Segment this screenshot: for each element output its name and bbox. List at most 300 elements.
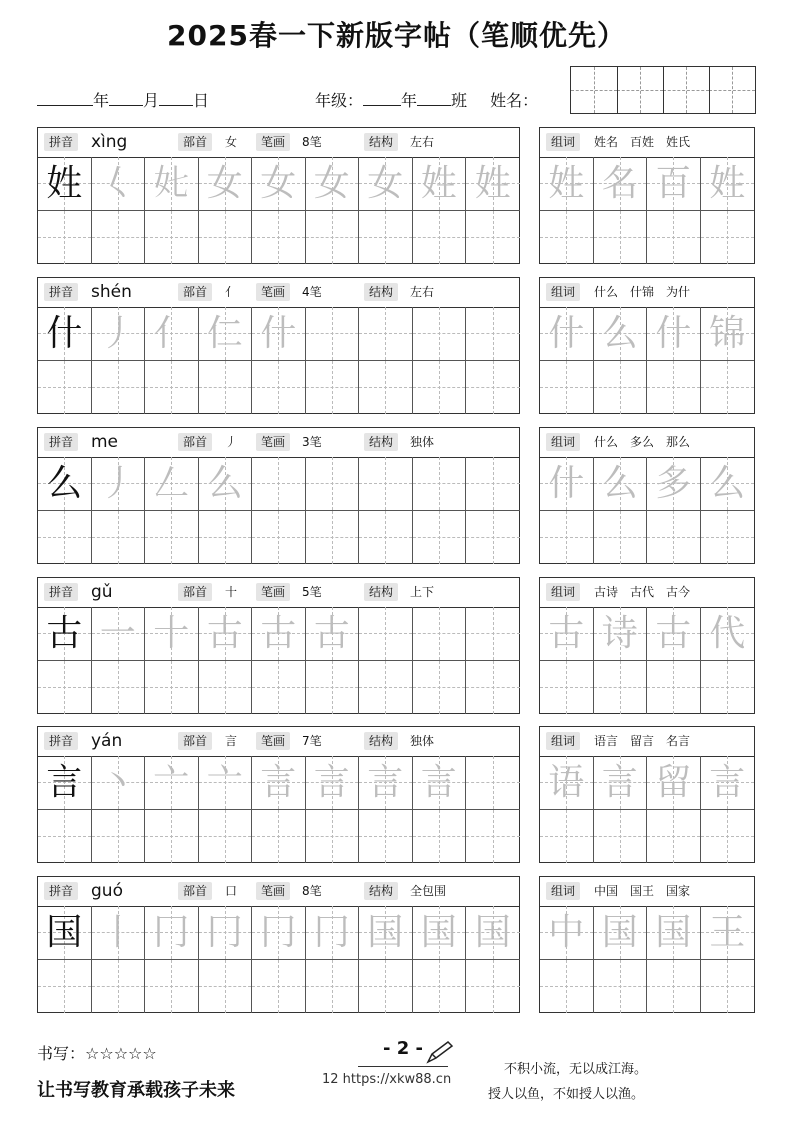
words-header bbox=[540, 428, 754, 458]
grid-cell[interactable] bbox=[306, 511, 360, 565]
trace-word-char: 代 bbox=[709, 613, 746, 654]
structure-value: 左右 bbox=[410, 285, 435, 299]
grid-cell[interactable] bbox=[252, 457, 306, 511]
grid-cell[interactable] bbox=[594, 211, 648, 265]
grid-cell[interactable] bbox=[413, 157, 467, 211]
grid-cell[interactable] bbox=[306, 810, 360, 864]
pinyin-tag: 拼音 bbox=[44, 133, 78, 151]
grid-cell[interactable] bbox=[199, 906, 253, 960]
grid-cell[interactable] bbox=[306, 361, 360, 415]
stroke-step: 十 bbox=[153, 613, 190, 654]
grid-cell[interactable] bbox=[594, 361, 648, 415]
stroke-step: 言 bbox=[367, 762, 404, 803]
grid-cell[interactable] bbox=[647, 661, 701, 715]
grid-cell[interactable] bbox=[647, 211, 701, 265]
character-block bbox=[37, 277, 755, 414]
grid-cell[interactable] bbox=[413, 906, 467, 960]
grid-cell[interactable] bbox=[466, 756, 520, 810]
strokes-tag: 笔画 bbox=[256, 283, 290, 301]
grid-cell[interactable] bbox=[466, 361, 520, 415]
grid-cell[interactable] bbox=[199, 661, 253, 715]
grid-cell[interactable] bbox=[540, 756, 594, 810]
words-value: 姓名 百姓 姓氏 bbox=[594, 135, 691, 149]
stroke-step: 冂 bbox=[153, 912, 190, 953]
grid-cell[interactable] bbox=[252, 307, 306, 361]
words-header bbox=[540, 877, 754, 907]
pinyin-value: gǔ bbox=[91, 582, 113, 602]
stroke-step: 国 bbox=[420, 912, 457, 953]
grid-cell[interactable] bbox=[92, 906, 146, 960]
grid-cell[interactable] bbox=[540, 307, 594, 361]
stroke-step: 冂 bbox=[313, 912, 350, 953]
grid-cell[interactable] bbox=[413, 810, 467, 864]
rating: 书写：☆☆☆☆☆ bbox=[37, 1044, 157, 1063]
grid-cell[interactable] bbox=[145, 457, 199, 511]
stroke-step: 丶 bbox=[99, 762, 136, 803]
stroke-step: 丿 bbox=[99, 313, 136, 354]
grid-cell[interactable] bbox=[145, 756, 199, 810]
grid-cell[interactable] bbox=[540, 906, 594, 960]
grid-cell[interactable] bbox=[540, 960, 594, 1014]
trace-word-char: 语 bbox=[548, 762, 585, 803]
grid-cell[interactable] bbox=[647, 307, 701, 361]
grid-cell[interactable] bbox=[594, 960, 648, 1014]
stroke-step: 女 bbox=[260, 163, 297, 204]
structure-tag: 结构 bbox=[364, 882, 398, 900]
grid-cell[interactable] bbox=[359, 756, 413, 810]
grid-cell[interactable] bbox=[647, 810, 701, 864]
grid-cell[interactable] bbox=[466, 607, 520, 661]
grade-blank[interactable] bbox=[363, 91, 401, 106]
strokes-value: 7笔 bbox=[302, 734, 322, 748]
radical-value: 言 bbox=[225, 734, 238, 748]
grid-cell[interactable] bbox=[145, 157, 199, 211]
grid-cell[interactable] bbox=[413, 661, 467, 715]
stroke-step: 亠 bbox=[206, 762, 243, 803]
grid-cell[interactable] bbox=[252, 960, 306, 1014]
grid-cell[interactable] bbox=[92, 211, 146, 265]
class-label: 班 bbox=[451, 91, 468, 110]
grade-year-label: 年 bbox=[401, 91, 418, 110]
grid-cell[interactable] bbox=[38, 457, 92, 511]
structure-value: 独体 bbox=[410, 435, 435, 449]
character-block bbox=[37, 127, 755, 264]
grid-cell[interactable] bbox=[359, 211, 413, 265]
grid-cell[interactable] bbox=[466, 307, 520, 361]
grid-cell[interactable] bbox=[540, 607, 594, 661]
grade-label: 年级： bbox=[315, 91, 364, 110]
radical-tag: 部首 bbox=[178, 583, 212, 601]
grid-cell[interactable] bbox=[701, 906, 755, 960]
trace-word-char: 什 bbox=[548, 463, 585, 504]
grid-cell[interactable] bbox=[701, 307, 755, 361]
grid-cell[interactable] bbox=[145, 511, 199, 565]
grid-cell[interactable] bbox=[359, 607, 413, 661]
grid-cell[interactable] bbox=[306, 457, 360, 511]
pinyin-tag: 拼音 bbox=[44, 882, 78, 900]
stroke-step: 古 bbox=[206, 613, 243, 654]
grid-cell[interactable] bbox=[92, 756, 146, 810]
grid-cell[interactable] bbox=[38, 661, 92, 715]
radical-value: 口 bbox=[225, 884, 238, 898]
name-label: 姓名： bbox=[490, 91, 539, 110]
words-tag: 组词 bbox=[546, 732, 580, 750]
trace-word-char: 国 bbox=[655, 912, 692, 953]
radical-tag: 部首 bbox=[178, 882, 212, 900]
structure-tag: 结构 bbox=[364, 433, 398, 451]
grid-cell[interactable] bbox=[92, 361, 146, 415]
char-header bbox=[38, 278, 519, 308]
grid-cell[interactable] bbox=[594, 661, 648, 715]
slogan: 让书写教育承载孩子未来 bbox=[37, 1080, 235, 1101]
trace-word-char: 古 bbox=[655, 613, 692, 654]
grid-cell[interactable] bbox=[252, 511, 306, 565]
grid-cell[interactable] bbox=[199, 607, 253, 661]
month-label: 月 bbox=[143, 91, 160, 110]
trace-word-char: 国 bbox=[601, 912, 638, 953]
grid-cell[interactable] bbox=[92, 307, 146, 361]
grid-cell[interactable] bbox=[647, 960, 701, 1014]
grid-cell[interactable] bbox=[306, 661, 360, 715]
grid-cell[interactable] bbox=[38, 810, 92, 864]
grid-cell[interactable] bbox=[199, 361, 253, 415]
strokes-value: 8笔 bbox=[302, 884, 322, 898]
strokes-value: 5笔 bbox=[302, 585, 322, 599]
practice-panel bbox=[37, 277, 520, 414]
grid-cell[interactable] bbox=[199, 810, 253, 864]
grid-cell[interactable] bbox=[145, 307, 199, 361]
radical-value: 亻 bbox=[225, 285, 238, 299]
grid-cell[interactable] bbox=[359, 661, 413, 715]
grid-cell[interactable] bbox=[252, 361, 306, 415]
grid-cell[interactable] bbox=[413, 756, 467, 810]
grid-cell[interactable] bbox=[413, 511, 467, 565]
grid-cell[interactable] bbox=[540, 810, 594, 864]
pinyin-value: xìng bbox=[91, 132, 128, 152]
grid-cell[interactable] bbox=[252, 661, 306, 715]
trace-word-char: 古 bbox=[548, 613, 585, 654]
grid-cell[interactable] bbox=[252, 157, 306, 211]
grid-cell[interactable] bbox=[92, 960, 146, 1014]
stroke-step: 女 bbox=[367, 163, 404, 204]
char-header bbox=[38, 428, 519, 458]
words-tag: 组词 bbox=[546, 133, 580, 151]
grid-cell[interactable] bbox=[359, 307, 413, 361]
grid-cell[interactable] bbox=[647, 906, 701, 960]
grid-cell[interactable] bbox=[594, 157, 648, 211]
grid-cell[interactable] bbox=[701, 607, 755, 661]
char-header bbox=[38, 128, 519, 158]
grid-cell[interactable] bbox=[466, 157, 520, 211]
grid-cell[interactable] bbox=[145, 960, 199, 1014]
character-block bbox=[37, 726, 755, 863]
grid-cell[interactable] bbox=[92, 511, 146, 565]
grid-cell[interactable] bbox=[647, 756, 701, 810]
stroke-step: 古 bbox=[260, 613, 297, 654]
model-character: 言 bbox=[46, 762, 83, 803]
pinyin-tag: 拼音 bbox=[44, 732, 78, 750]
char-header bbox=[38, 727, 519, 757]
grid-cell[interactable] bbox=[647, 157, 701, 211]
grid-cell[interactable] bbox=[647, 361, 701, 415]
grid-cell[interactable] bbox=[92, 157, 146, 211]
grid-cell[interactable] bbox=[92, 607, 146, 661]
words-header bbox=[540, 128, 754, 158]
grid-cell[interactable] bbox=[306, 906, 360, 960]
strokes-tag: 笔画 bbox=[256, 882, 290, 900]
words-value: 中国 国王 国家 bbox=[594, 884, 691, 898]
practice-panel bbox=[37, 726, 520, 863]
stroke-step: 一 bbox=[99, 613, 136, 654]
trace-word-char: 留 bbox=[655, 762, 692, 803]
grid-cell[interactable] bbox=[252, 607, 306, 661]
grid-cell[interactable] bbox=[199, 756, 253, 810]
stroke-step: 𠃋 bbox=[153, 463, 190, 504]
trace-word-char: 诗 bbox=[601, 613, 638, 654]
grid-cell[interactable] bbox=[466, 960, 520, 1014]
trace-word-char: 中 bbox=[548, 912, 585, 953]
character-block bbox=[37, 876, 755, 1013]
strokes-tag: 笔画 bbox=[256, 133, 290, 151]
grid-cell[interactable] bbox=[359, 960, 413, 1014]
grid-cell[interactable] bbox=[647, 457, 701, 511]
class-blank[interactable] bbox=[417, 91, 451, 106]
grid-cell[interactable] bbox=[145, 211, 199, 265]
grid-cell[interactable] bbox=[594, 511, 648, 565]
page-title: 2025春一下新版字帖（笔顺优先） bbox=[167, 19, 626, 52]
grid-cell[interactable] bbox=[540, 661, 594, 715]
strokes-value: 8笔 bbox=[302, 135, 322, 149]
grid-cell[interactable] bbox=[38, 307, 92, 361]
year-blank[interactable] bbox=[37, 91, 93, 106]
model-character: 国 bbox=[46, 912, 83, 953]
grid-cell[interactable] bbox=[540, 157, 594, 211]
grid-cell[interactable] bbox=[145, 906, 199, 960]
grid-cell[interactable] bbox=[466, 511, 520, 565]
grid-cell[interactable] bbox=[359, 361, 413, 415]
words-header bbox=[540, 278, 754, 308]
words-header bbox=[540, 727, 754, 757]
quote-1: 不积小流，无以成江海。 bbox=[504, 1062, 648, 1077]
grid-cell[interactable] bbox=[413, 307, 467, 361]
grid-cell[interactable] bbox=[701, 810, 755, 864]
words-value: 什么 什锦 为什 bbox=[594, 285, 691, 299]
grid-cell[interactable] bbox=[701, 457, 755, 511]
month-blank[interactable] bbox=[109, 91, 143, 106]
grid-cell[interactable] bbox=[306, 756, 360, 810]
trace-word-char: 言 bbox=[601, 762, 638, 803]
words-value: 语言 留言 名言 bbox=[594, 734, 691, 748]
grid-cell[interactable] bbox=[701, 157, 755, 211]
grid-cell[interactable] bbox=[594, 607, 648, 661]
grid-cell[interactable] bbox=[145, 361, 199, 415]
structure-value: 独体 bbox=[410, 734, 435, 748]
pinyin-value: yán bbox=[91, 731, 123, 751]
words-panel bbox=[539, 127, 755, 264]
grid-cell[interactable] bbox=[413, 361, 467, 415]
practice-panel bbox=[37, 577, 520, 714]
grid-cell[interactable] bbox=[199, 960, 253, 1014]
source-url: 12 https://xkw88.cn bbox=[322, 1072, 452, 1087]
grid-cell[interactable] bbox=[199, 457, 253, 511]
words-panel bbox=[539, 427, 755, 564]
words-tag: 组词 bbox=[546, 433, 580, 451]
grid-cell[interactable] bbox=[38, 906, 92, 960]
grid-cell[interactable] bbox=[38, 960, 92, 1014]
grid-cell[interactable] bbox=[38, 511, 92, 565]
grid-cell[interactable] bbox=[199, 211, 253, 265]
grid-cell[interactable] bbox=[540, 457, 594, 511]
practice-panel bbox=[37, 427, 520, 564]
stroke-step: 丿 bbox=[99, 463, 136, 504]
grid-cell[interactable] bbox=[540, 211, 594, 265]
grid-cell[interactable] bbox=[540, 511, 594, 565]
grid-cell[interactable] bbox=[594, 307, 648, 361]
grid-cell[interactable] bbox=[466, 810, 520, 864]
stroke-step: 国 bbox=[367, 912, 404, 953]
page-number: - 2 - bbox=[383, 1038, 423, 1059]
trace-word-char: 么 bbox=[601, 313, 638, 354]
strokes-tag: 笔画 bbox=[256, 583, 290, 601]
grid-cell[interactable] bbox=[92, 810, 146, 864]
grid-cell[interactable] bbox=[252, 756, 306, 810]
year-label: 年 bbox=[93, 91, 110, 110]
pinyin-value: guó bbox=[91, 881, 123, 901]
grid-cell[interactable] bbox=[145, 607, 199, 661]
grid-cell[interactable] bbox=[701, 211, 755, 265]
stroke-step: 丨 bbox=[99, 912, 136, 953]
quote-2: 授人以鱼，不如授人以渔。 bbox=[488, 1087, 645, 1102]
grid-cell[interactable] bbox=[359, 457, 413, 511]
grid-cell[interactable] bbox=[466, 457, 520, 511]
stroke-step: 言 bbox=[260, 762, 297, 803]
grid-cell[interactable] bbox=[594, 906, 648, 960]
grid-cell[interactable] bbox=[413, 960, 467, 1014]
grid-cell[interactable] bbox=[466, 661, 520, 715]
radical-value: 十 bbox=[225, 585, 238, 599]
day-blank[interactable] bbox=[159, 91, 193, 106]
grid-cell[interactable] bbox=[359, 810, 413, 864]
grid-cell[interactable] bbox=[306, 211, 360, 265]
stroke-step: 言 bbox=[420, 762, 457, 803]
divider bbox=[358, 1066, 448, 1067]
structure-value: 左右 bbox=[410, 135, 435, 149]
stroke-step: 姓 bbox=[420, 163, 457, 204]
structure-value: 全包围 bbox=[410, 884, 447, 898]
grid-cell[interactable] bbox=[92, 661, 146, 715]
words-panel bbox=[539, 277, 755, 414]
grid-cell[interactable] bbox=[306, 157, 360, 211]
grid-cell[interactable] bbox=[701, 960, 755, 1014]
stroke-step: 𡿨 bbox=[99, 163, 136, 204]
structure-tag: 结构 bbox=[364, 133, 398, 151]
char-header bbox=[38, 877, 519, 907]
stroke-step: 女 bbox=[313, 163, 350, 204]
words-panel bbox=[539, 876, 755, 1013]
grid-cell[interactable] bbox=[252, 906, 306, 960]
stroke-step: 什 bbox=[260, 313, 297, 354]
trace-word-char: 什 bbox=[655, 313, 692, 354]
structure-value: 上下 bbox=[410, 585, 435, 599]
model-character: 么 bbox=[46, 463, 83, 504]
grid-cell[interactable] bbox=[306, 307, 360, 361]
grid-cell[interactable] bbox=[359, 157, 413, 211]
trace-word-char: 多 bbox=[655, 463, 692, 504]
practice-panel bbox=[37, 127, 520, 264]
radical-value: 女 bbox=[225, 135, 238, 149]
stroke-step: 言 bbox=[313, 762, 350, 803]
grid-cell[interactable] bbox=[594, 457, 648, 511]
grid-cell[interactable] bbox=[252, 211, 306, 265]
grid-cell[interactable] bbox=[647, 607, 701, 661]
grid-cell[interactable] bbox=[413, 211, 467, 265]
grid-cell[interactable] bbox=[466, 906, 520, 960]
grid-cell[interactable] bbox=[701, 511, 755, 565]
grid-cell[interactable] bbox=[92, 457, 146, 511]
pen-icon bbox=[426, 1040, 456, 1064]
grid-cell[interactable] bbox=[145, 810, 199, 864]
strokes-tag: 笔画 bbox=[256, 433, 290, 451]
words-header bbox=[540, 578, 754, 608]
date-line bbox=[37, 88, 209, 111]
stroke-step: 古 bbox=[313, 613, 350, 654]
words-panel bbox=[539, 726, 755, 863]
grid-cell[interactable] bbox=[38, 756, 92, 810]
words-tag: 组词 bbox=[546, 283, 580, 301]
grid-cell[interactable] bbox=[38, 211, 92, 265]
grid-cell[interactable] bbox=[466, 211, 520, 265]
grid-cell[interactable] bbox=[647, 511, 701, 565]
grid-cell[interactable] bbox=[540, 361, 594, 415]
trace-word-char: 么 bbox=[709, 463, 746, 504]
grid-cell[interactable] bbox=[701, 661, 755, 715]
grid-cell[interactable] bbox=[701, 361, 755, 415]
radical-tag: 部首 bbox=[178, 133, 212, 151]
grid-cell[interactable] bbox=[413, 607, 467, 661]
words-tag: 组词 bbox=[546, 882, 580, 900]
character-block bbox=[37, 577, 755, 714]
grid-cell[interactable] bbox=[38, 157, 92, 211]
pinyin-tag: 拼音 bbox=[44, 283, 78, 301]
name-box[interactable] bbox=[570, 66, 756, 114]
trace-word-char: 么 bbox=[601, 463, 638, 504]
stroke-step: 女 bbox=[206, 163, 243, 204]
grid-cell[interactable] bbox=[413, 457, 467, 511]
char-header bbox=[38, 578, 519, 608]
grid-cell[interactable] bbox=[359, 906, 413, 960]
grid-cell[interactable] bbox=[38, 607, 92, 661]
trace-word-char: 姓 bbox=[548, 163, 585, 204]
grid-cell[interactable] bbox=[594, 756, 648, 810]
pinyin-tag: 拼音 bbox=[44, 433, 78, 451]
words-value: 古诗 古代 古今 bbox=[594, 585, 691, 599]
grid-cell[interactable] bbox=[594, 810, 648, 864]
grid-cell[interactable] bbox=[199, 157, 253, 211]
grid-cell[interactable] bbox=[38, 361, 92, 415]
grid-cell[interactable] bbox=[701, 756, 755, 810]
grid-cell[interactable] bbox=[199, 511, 253, 565]
grid-cell[interactable] bbox=[306, 607, 360, 661]
grid-cell[interactable] bbox=[252, 810, 306, 864]
pinyin-value: shén bbox=[91, 282, 132, 302]
grid-cell[interactable] bbox=[359, 511, 413, 565]
grid-cell[interactable] bbox=[199, 307, 253, 361]
structure-tag: 结构 bbox=[364, 732, 398, 750]
stroke-step: 姓 bbox=[474, 163, 511, 204]
grid-cell[interactable] bbox=[145, 661, 199, 715]
words-tag: 组词 bbox=[546, 583, 580, 601]
grid-cell[interactable] bbox=[306, 960, 360, 1014]
